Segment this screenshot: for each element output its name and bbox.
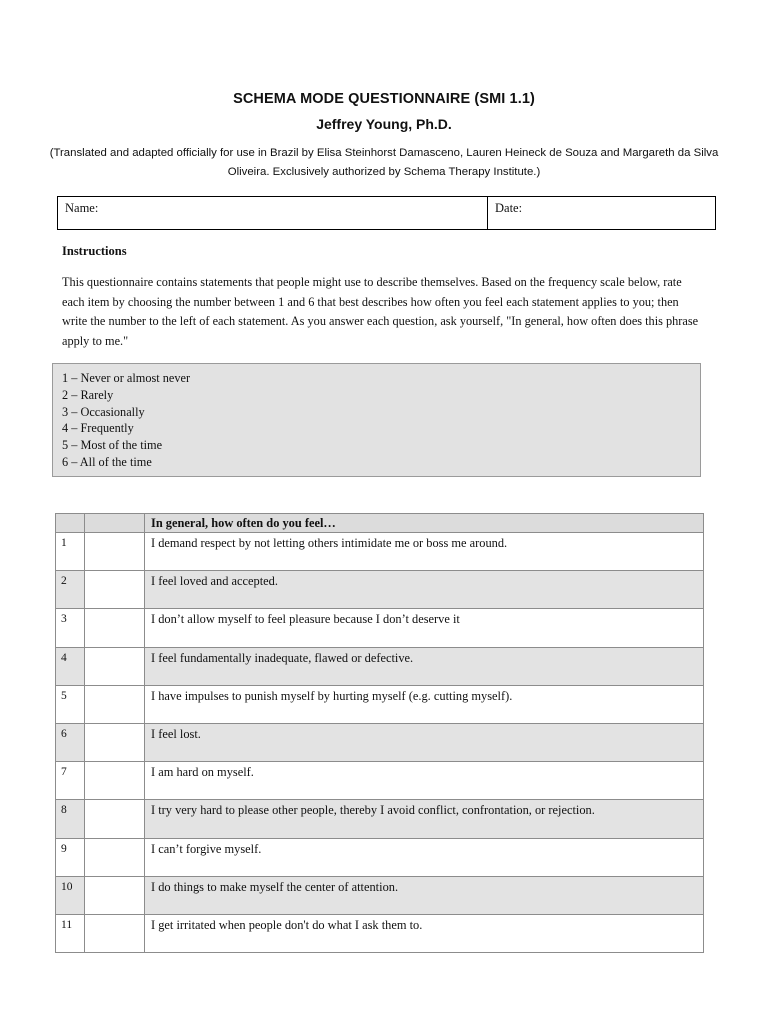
instructions-heading: Instructions bbox=[62, 244, 127, 258]
translation-note: (Translated and adapted officially for use in Brazil by Elisa Steinhorst Damasceno, Lauren Heineck de Souza and Margareth da Silva Oliveira. Exclusively authorized by Schema Therapy Institute.) bbox=[49, 147, 719, 178]
item-number: 6 bbox=[56, 723, 85, 761]
item-statement: I feel fundamentally inadequate, flawed or defective. bbox=[145, 647, 704, 685]
date-field[interactable] bbox=[488, 197, 715, 229]
item-statement: I don’t allow myself to feel pleasure because I don’t deserve it bbox=[145, 609, 704, 647]
item-statement: I demand respect by not letting others intimidate me or boss me around. bbox=[145, 533, 704, 571]
table-row bbox=[56, 762, 704, 800]
item-statement: I try very hard to please other people, thereby I avoid conflict, confrontation, or rejection. bbox=[145, 800, 704, 838]
answer-cell[interactable] bbox=[85, 723, 145, 761]
table-row bbox=[56, 685, 704, 723]
item-number: 10 bbox=[56, 876, 85, 914]
author-name: Jeffrey Young, Ph.D. bbox=[316, 116, 452, 132]
table-row bbox=[56, 647, 704, 685]
answer-cell[interactable] bbox=[85, 914, 145, 952]
scale-item: 2 – Rarely bbox=[62, 387, 114, 402]
table-header-row bbox=[56, 514, 704, 533]
item-number: 8 bbox=[56, 800, 85, 838]
table-row bbox=[56, 914, 704, 952]
answer-cell[interactable] bbox=[85, 609, 145, 647]
answer-cell[interactable] bbox=[85, 762, 145, 800]
name-field[interactable] bbox=[58, 197, 488, 229]
header-num-cell bbox=[56, 514, 85, 533]
table-row bbox=[56, 609, 704, 647]
header-answer-cell bbox=[85, 514, 145, 533]
answer-cell[interactable] bbox=[85, 571, 145, 609]
item-statement: I do things to make myself the center of attention. bbox=[145, 876, 704, 914]
item-number: 11 bbox=[56, 914, 85, 952]
table-row bbox=[56, 533, 704, 571]
answer-cell[interactable] bbox=[85, 800, 145, 838]
item-statement: I can’t forgive myself. bbox=[145, 838, 704, 876]
item-statement: I feel lost. bbox=[145, 723, 704, 761]
scale-item: 1 – Never or almost never bbox=[62, 371, 191, 385]
scale-item: 5 – Most of the time bbox=[62, 438, 163, 453]
answer-cell[interactable] bbox=[85, 533, 145, 571]
table-header-label: In general, how often do you feel… bbox=[145, 514, 704, 533]
date-label: Date: bbox=[495, 201, 523, 215]
item-number: 7 bbox=[56, 762, 85, 800]
item-number: 2 bbox=[56, 571, 85, 609]
scale-item: 3 – Occasionally bbox=[62, 404, 145, 419]
table-row bbox=[56, 571, 704, 609]
frequency-scale bbox=[52, 363, 701, 477]
item-number: 4 bbox=[56, 647, 85, 685]
answer-cell[interactable] bbox=[85, 876, 145, 914]
item-statement: I have impulses to punish myself by hurting myself (e.g. cutting myself). bbox=[145, 685, 704, 723]
scale-item: 4 – Frequently bbox=[62, 421, 134, 436]
item-statement: I feel loved and accepted. bbox=[145, 571, 704, 609]
questions-table bbox=[55, 513, 704, 953]
answer-cell[interactable] bbox=[85, 838, 145, 876]
table-row bbox=[56, 800, 704, 838]
scale-item: 6 – All of the time bbox=[62, 454, 152, 469]
questionnaire-title: SCHEMA MODE QUESTIONNAIRE (SMI 1.1) bbox=[233, 91, 535, 107]
table-row bbox=[56, 876, 704, 914]
name-label: Name: bbox=[65, 201, 99, 215]
name-date-box bbox=[57, 196, 716, 230]
table-row bbox=[56, 838, 704, 876]
item-number: 1 bbox=[56, 533, 85, 571]
answer-cell[interactable] bbox=[85, 647, 145, 685]
item-statement: I am hard on myself. bbox=[145, 762, 704, 800]
item-statement: I get irritated when people don't do what I ask them to. bbox=[145, 914, 704, 952]
item-number: 9 bbox=[56, 838, 85, 876]
answer-cell[interactable] bbox=[85, 685, 145, 723]
instructions-text: This questionnaire contains statements that people might use to describe themselves. Based on the frequency scale below, rate each item by choosing the number between 1 and 6 that best describes how often you feel each statement applies to you; then write the number to the left of each statement. As you answer each question, ask yourself, "In general, how often does this phrase apply to me." bbox=[62, 275, 699, 348]
item-number: 5 bbox=[56, 685, 85, 723]
item-number: 3 bbox=[56, 609, 85, 647]
table-row bbox=[56, 723, 704, 761]
